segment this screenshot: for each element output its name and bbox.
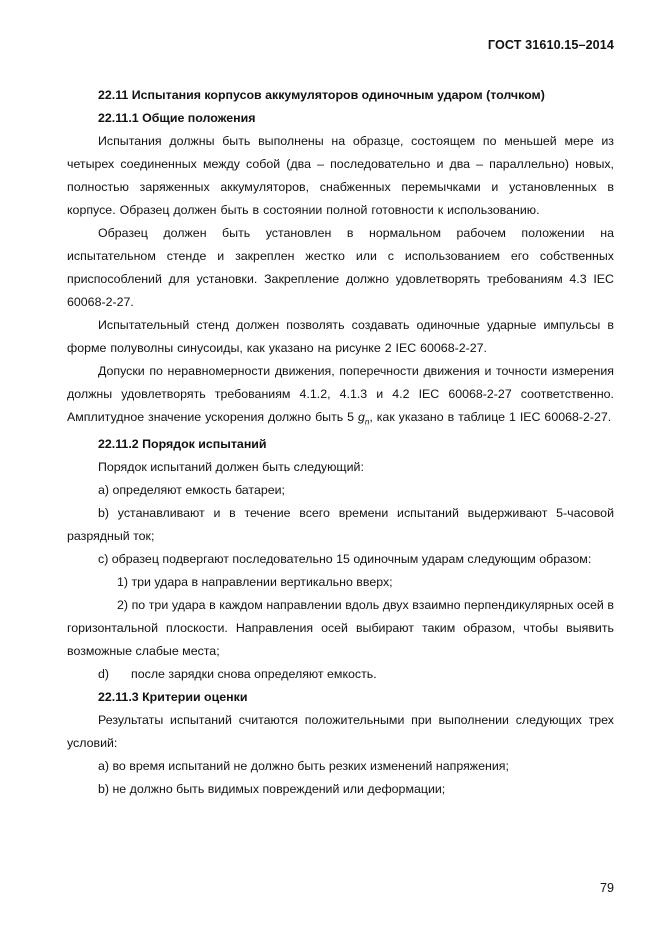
list-item-a: a) определяют емкость батареи; bbox=[98, 483, 285, 498]
paragraph-criteria: Результаты испытаний считаются положительными при выполнении следующих трех условий: bbox=[67, 713, 614, 751]
tolerances-text-start: Допуски по неравномерности движения, поперечности движения и точности измерения должны удовлетворять требованиям 4.1.2, 4.1.3 и 4.2 IEC 60068-2-27 соответственно. Амплитудное значение ускорения должно быть 5 bbox=[67, 364, 614, 424]
criterion-b: b) не должно быть видимых повреждений или деформации; bbox=[98, 782, 446, 797]
subsection-title-general: 22.11.1 Общие положения bbox=[98, 111, 256, 125]
subsection-title-criteria: 22.11.3 Критерии оценки bbox=[98, 690, 248, 705]
subsection-title-procedure: 22.11.2 Порядок испытаний bbox=[98, 437, 267, 452]
list-item-d: d) после зарядки снова определяют емкость. bbox=[98, 667, 377, 682]
document-code: ГОСТ 31610.15–2014 bbox=[487, 38, 614, 52]
tolerances-text-end: , как указано в таблице 1 IEC 60068-2-27. bbox=[369, 410, 612, 424]
paragraph-mounting: Образец должен быть установлен в нормальном рабочем положении на испытательном стенде и закреплен жестко или с использованием его собственных приспособлений для установки. Закрепление должно удовлетворять требованиям 4.3 IEC 60068-2-27. bbox=[67, 226, 614, 309]
list-item-c2: 2) по три удара в каждом направлении вдоль двух взаимно перпендикулярных осей в горизонтальной плоскости. Направления осей выбирают таким образом, чтобы выявить возможные слабые места; bbox=[67, 598, 614, 659]
paragraph-sample: Испытания должны быть выполнены на образце, состоящем по меньшей мере из четырех соединенных между собой (два – последовательно и два – параллельно) новых, полностью заряженных аккумуляторов, снабженных перемычками и установленных в корпусе. Образец должен быть в состоянии полной готовности к использованию. bbox=[67, 134, 614, 217]
gn-symbol: $g_n$ bbox=[357, 410, 370, 427]
section-title: 22.11 Испытания корпусов аккумуляторов одиночным ударом (толчком) bbox=[98, 88, 545, 102]
page-number: 79 bbox=[599, 881, 614, 895]
list-item-c: c) образец подвергают последовательно 15 одиночным ударам следующим образом: bbox=[98, 552, 592, 567]
list-item-c1: 1) три удара в направлении вертикально вверх; bbox=[117, 575, 393, 590]
procedure-intro: Порядок испытаний должен быть следующий: bbox=[98, 460, 364, 475]
paragraph-tolerances bbox=[67, 360, 614, 433]
paragraph-test-stand: Испытательный стенд должен позволять создавать одиночные ударные импульсы в форме полуволны синусоиды, как указано на рисунке 2 IEC 60068-2-27. bbox=[67, 318, 614, 355]
criterion-a: a) во время испытаний не должно быть резких изменений напряжения; bbox=[98, 759, 509, 774]
list-item-b: b) устанавливают и в течение всего времени испытаний выдерживают 5-часовой разрядный ток; bbox=[67, 506, 614, 544]
page-content bbox=[67, 84, 614, 801]
